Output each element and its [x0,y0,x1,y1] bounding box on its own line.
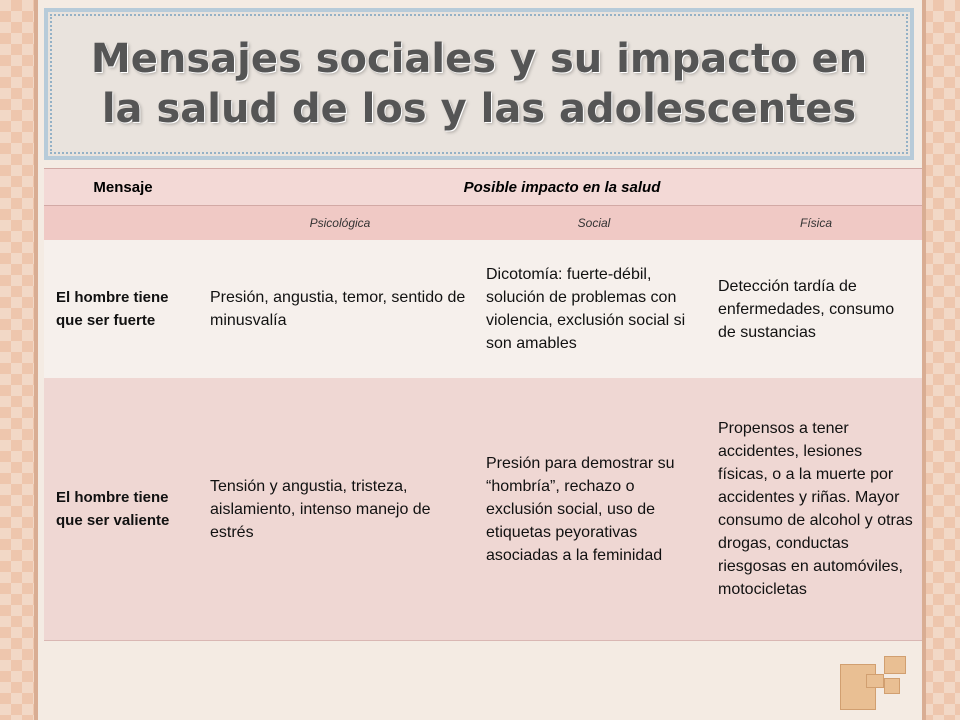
message-cell: El hombre tiene que ser valiente [44,378,202,641]
header-mensaje: Mensaje [44,169,202,206]
header-impacto: Posible impacto en la salud [202,169,922,206]
subheader-social: Social [478,206,710,241]
physical-impact-cell: Detección tardía de enfermedades, consumo de sustancias [710,240,922,378]
message-cell: El hombre tiene que ser fuerte [44,240,202,378]
social-impact-cell: Presión para demostrar su “hombría”, rechazo o exclusión social, uso de etiquetas peyorativas asociadas a la feminidad [478,378,710,641]
page-title: Mensajes sociales y su impacto en la salud de los y las adolescentes [90,36,868,132]
subheader-fisica: Física [710,206,922,241]
psychological-impact-cell: Tensión y angustia, tristeza, aislamiento, intenso manejo de estrés [202,378,478,641]
psychological-impact-cell: Presión, angustia, temor, sentido de minusvalía [202,240,478,378]
decorative-tiles [840,652,910,712]
subheader-empty [44,206,202,241]
table-header-row [44,169,922,206]
physical-impact-cell: Propensos a tener accidentes, lesiones físicas, o a la muerte por accidentes y riñas. Mayor consumo de alcohol y otras drogas, conductas riesgosas en automóviles, motocicletas [710,378,922,641]
impact-table [44,168,922,641]
left-border-decoration [0,0,38,720]
table-row [44,240,922,378]
table-row [44,378,922,641]
table-subheader-row [44,206,922,241]
social-impact-cell: Dicotomía: fuerte-débil, solución de problemas con violencia, exclusión social si son amables [478,240,710,378]
title-box [44,8,914,160]
subheader-psicologica: Psicológica [202,206,478,241]
right-border-decoration [922,0,960,720]
